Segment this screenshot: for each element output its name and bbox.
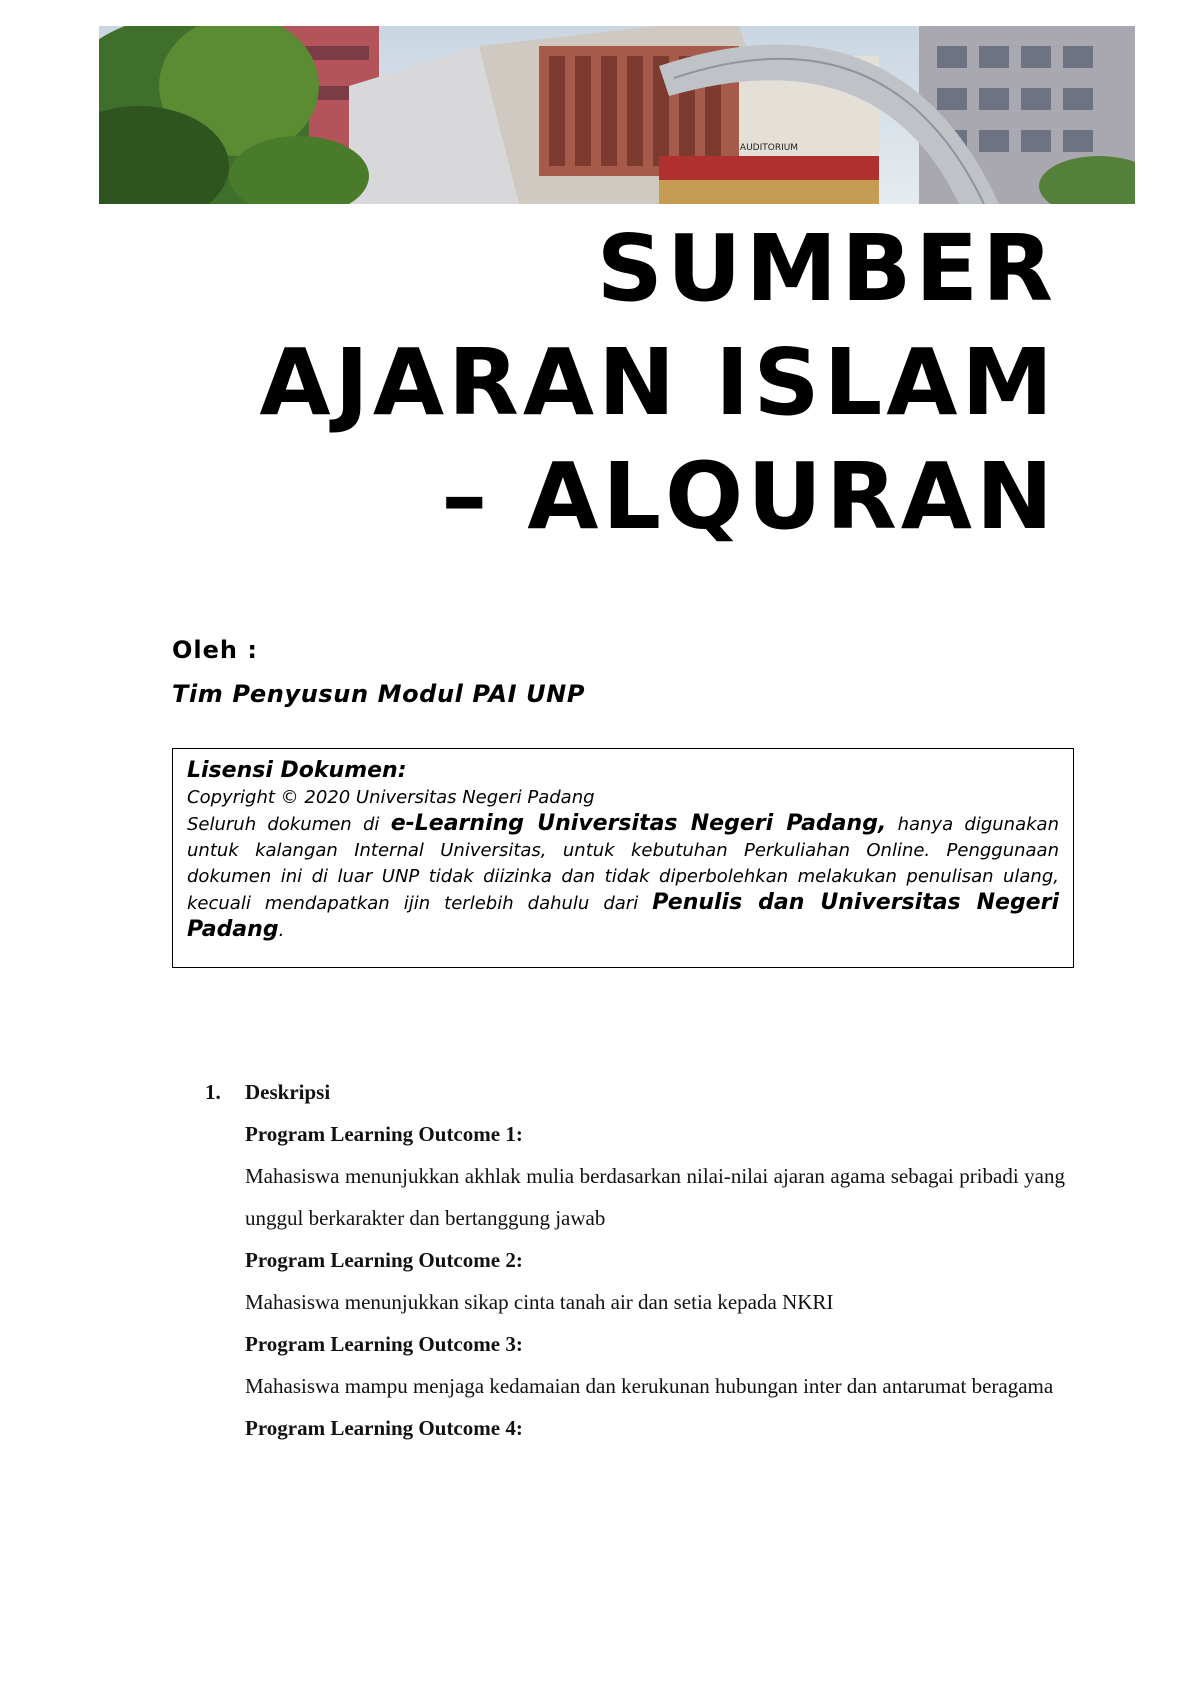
outcome-label: Program Learning Outcome 3:: [245, 1332, 523, 1356]
section-number: 1.: [205, 1080, 221, 1104]
section-heading: Deskripsi: [245, 1080, 331, 1104]
license-copyright: Copyright © 2020 Universitas Negeri Padang: [187, 787, 595, 808]
license-elearning-name: e-Learning Universitas Negeri Padang,: [390, 811, 887, 836]
description-section: [205, 1071, 1065, 1449]
title-line-2: AJARAN ISLAM: [259, 329, 1057, 436]
outcome-text: Mahasiswa mampu menjaga kedamaian dan kerukunan hubungan inter dan antarumat beragama: [245, 1374, 1054, 1398]
section-heading-row: [205, 1071, 1065, 1113]
license-text-2: hanya digunakan untuk kalangan Internal Universitas, untuk kebutuhan Perkuliahan Online. Penggunaan dokumen ini di luar UNP tidak diizinka dan tidak diperbolehkan melakukan penulisan ulang, kecuali mendapatkan ijin terlebih dahulu dari: [187, 814, 1059, 914]
license-owner: Penulis dan Universitas Negeri Padang: [187, 890, 1059, 942]
outcome-label: Program Learning Outcome 2:: [245, 1248, 523, 1272]
outcome-label: Program Learning Outcome 1:: [245, 1122, 523, 1146]
outcome-text: Mahasiswa menunjukkan akhlak mulia berdasarkan nilai-nilai ajaran agama sebagai pribadi yang unggul berkarakter dan bertanggung jawab: [245, 1164, 1065, 1230]
outcome-text: Mahasiswa menunjukkan sikap cinta tanah air dan setia kepada NKRI: [245, 1290, 834, 1314]
byline-label: Oleh :: [172, 636, 258, 664]
campus-auditorium-photo: [99, 26, 1135, 204]
title-line-3: – ALQURAN: [441, 443, 1057, 550]
license-paragraph: [187, 811, 1059, 944]
title-line-1: SUMBER: [596, 215, 1057, 322]
license-text-1: Seluruh dokumen di: [187, 814, 391, 835]
license-text-end: .: [278, 920, 285, 941]
license-title: Lisensi Dokumen:: [187, 758, 407, 783]
license-box: [172, 748, 1074, 968]
byline-author: Tim Penyusun Modul PAI UNP: [172, 680, 586, 708]
outcome-label: Program Learning Outcome 4:: [245, 1416, 523, 1440]
auditorium-sign: AUDITORIUM: [739, 143, 799, 153]
header-banner-photo: [99, 26, 1135, 204]
document-title: [259, 212, 1057, 554]
